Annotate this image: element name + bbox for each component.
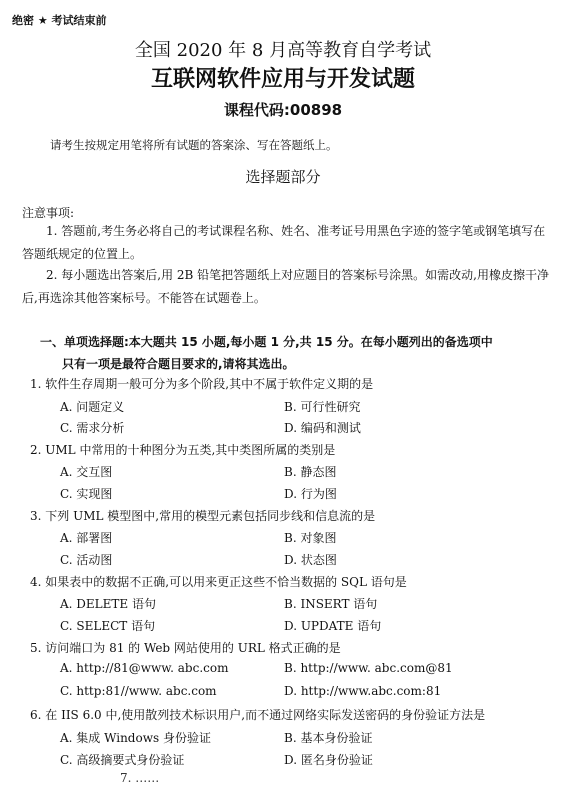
answer-option: C. SELECT 语句 [60, 619, 156, 633]
answer-option: B. 静态图 [284, 465, 337, 479]
exam-title: 全国 2020 年 8 月高等教育自学考试 [134, 40, 432, 61]
section-heading-line: 只有一项是最符合题目要求的,请将其选出。 [62, 357, 295, 371]
question-stem: 2. UML 中常用的十种图分为五类,其中类图所属的类别是 [30, 443, 336, 457]
answer-option: B. INSERT 语句 [284, 597, 378, 611]
note-item: 1. 答题前,考生务必将自己的考试课程名称、姓名、准考证号用黑色字迹的签字笔或钢笔填写在答题纸规定的位置上。 [22, 224, 546, 261]
question-stem: 1. 软件生存周期一般可分为多个阶段,其中不属于软件定义期的是 [30, 377, 374, 391]
answer-option: C. 高级摘要式身份验证 [60, 753, 185, 767]
question-stem: 6. 在 IIS 6.0 中,使用散列技术标识用户,而不通过网络实际发送密码的身份验证方法是 [30, 708, 486, 722]
note-item: 2. 每小题选出答案后,用 2B 铅笔把答题纸上对应题目的答案标号涂黑。如需改动,用橡皮擦干净后,再选涂其他答案标号。不能答在试题卷上。 [22, 268, 549, 305]
answer-option: B. 可行性研究 [284, 400, 361, 414]
answer-option: B. 基本身份验证 [284, 731, 373, 745]
part-title: 选择题部分 [245, 168, 321, 186]
answer-option: A. 问题定义 [60, 400, 125, 414]
answer-option: A. 部署图 [60, 531, 113, 545]
answer-option: D. 编码和测试 [284, 421, 361, 435]
answer-option: C. 需求分析 [60, 421, 125, 435]
answer-option: D. 匿名身份验证 [284, 753, 373, 767]
answer-instruction: 请考生按规定用笔将所有试题的答案涂、写在答题纸上。 [50, 138, 338, 152]
answer-option: C. 活动图 [60, 553, 113, 567]
question-stem: 3. 下列 UML 模型图中,常用的模型元素包括同步线和信息流的是 [30, 509, 376, 523]
section-heading-line: 一、单项选择题:本大题共 15 小题,每小题 1 分,共 15 分。在每小题列出的备选项中 [40, 335, 493, 349]
answer-option: B. http://www. abc.com@81 [284, 661, 453, 675]
answer-option: D. 行为图 [284, 487, 337, 501]
answer-option: C. 实现图 [60, 487, 113, 501]
answer-option: A. DELETE 语句 [60, 597, 156, 611]
answer-option: A. 交互图 [60, 465, 113, 479]
notes-heading: 注意事项: [22, 206, 75, 220]
answer-option: D. UPDATE 语句 [284, 619, 382, 633]
answer-option: D. 状态图 [284, 553, 337, 567]
answer-option: B. 对象图 [284, 531, 337, 545]
question-stem: 5. 访问端口为 81 的 Web 网站使用的 URL 格式正确的是 [30, 641, 341, 655]
answer-option: D. http://www.abc.com:81 [284, 684, 442, 698]
answer-option: A. http://81@www. abc.com [60, 661, 229, 675]
answer-option: C. http:81//www. abc.com [60, 684, 217, 698]
section-heading [40, 331, 545, 375]
confidential-label: 绝密 ★ 考试结束前 [12, 14, 107, 27]
answer-option: A. 集成 Windows 身份验证 [60, 731, 211, 745]
course-code: 课程代码:00898 [223, 101, 343, 119]
exam-subject-title: 互联网软件应用与开发试题 [150, 67, 415, 92]
next-question-cut-off: 7. …… [120, 771, 160, 785]
question-stem: 4. 如果表中的数据不正确,可以用来更正这些不恰当数据的 SQL 语句是 [30, 575, 407, 589]
